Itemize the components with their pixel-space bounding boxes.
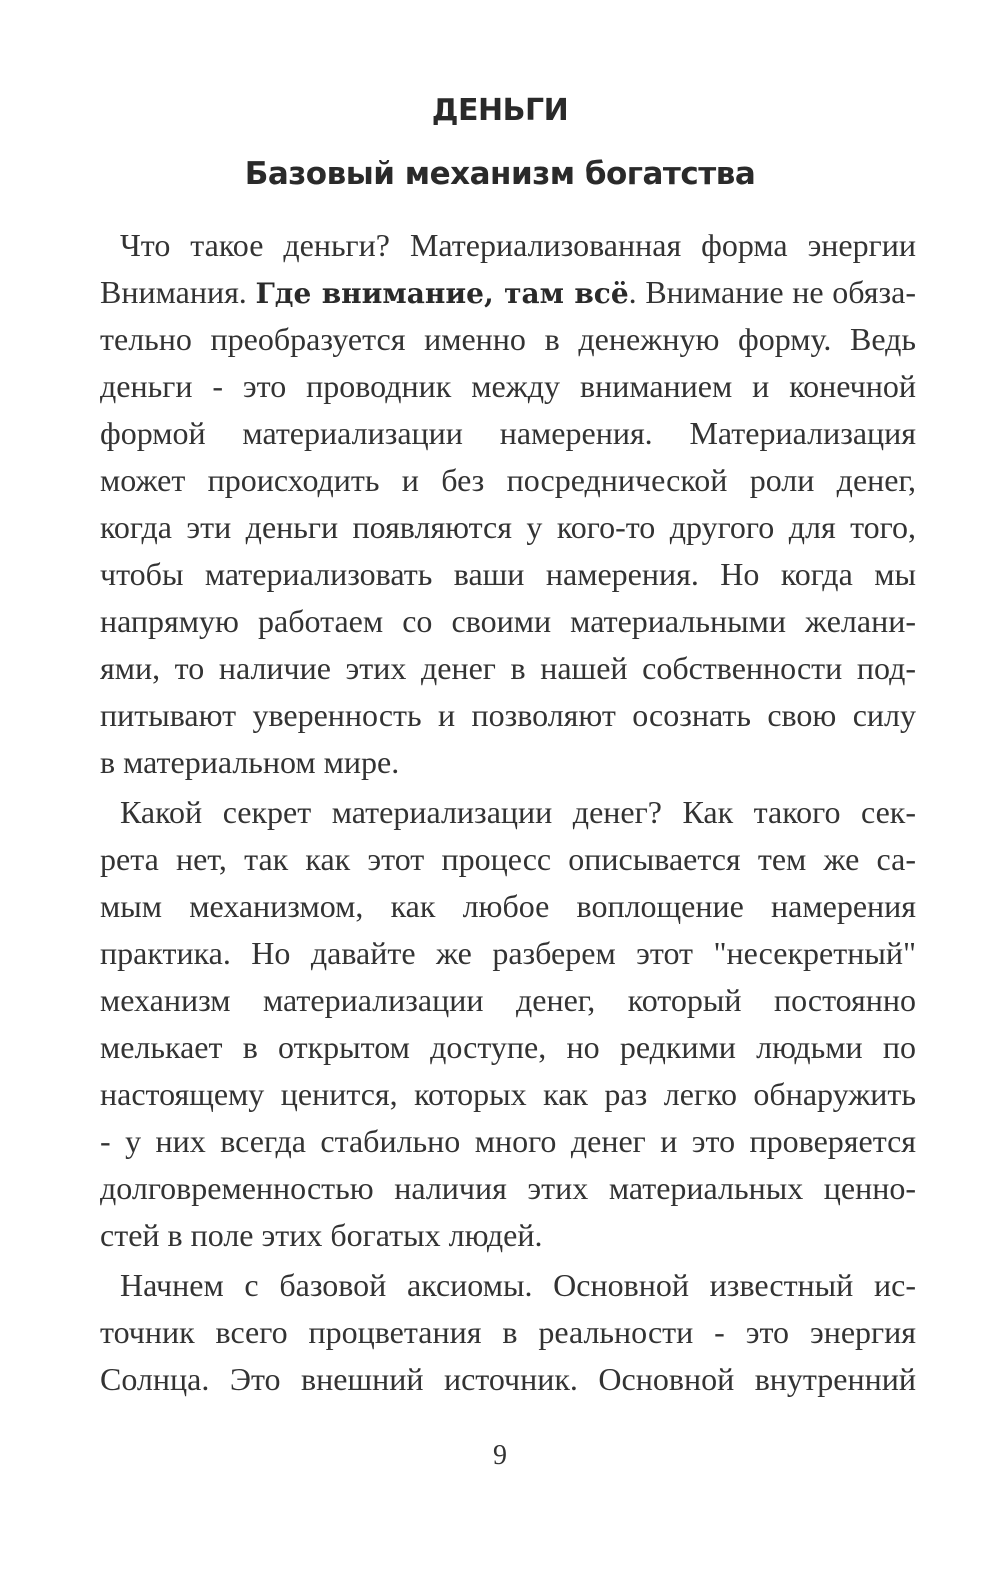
paragraph-3	[80, 1262, 916, 1403]
paragraph-2	[80, 789, 916, 1259]
text-line: мым механизмом, как любое воплощение намерения	[100, 888, 916, 924]
text-line: в материальном мире.	[100, 744, 400, 780]
text-line: стей в поле этих богатых людей.	[100, 1217, 543, 1253]
text-line: ями, то наличие этих денег в нашей собственности под-	[100, 650, 916, 686]
text-line: формой материализации намерения. Материализация	[100, 415, 916, 451]
text-line: Начнем с базовой аксиомы. Основной известный ис-	[120, 1267, 916, 1303]
text-line: долговременностью наличия этих материальных ценно-	[100, 1170, 916, 1206]
text-line: Что такое деньги? Материализованная форма энергии	[120, 227, 916, 263]
text-line: мелькает в открытом доступе, но редкими людьми по	[100, 1029, 916, 1065]
text-line: Солнца. Это внешний источник. Основной внутренний	[100, 1361, 916, 1397]
text-line: тельно преобразуется именно в денежную форму. Ведь	[100, 321, 916, 357]
text-line: деньги - это проводник между вниманием и конечной	[100, 368, 916, 404]
chapter-title: ДЕНЬГИ	[431, 93, 569, 128]
page-number: 9	[493, 1440, 507, 1471]
body-text	[80, 222, 916, 1406]
text-line: Какой секрет материализации денег? Как такого сек-	[120, 794, 916, 830]
text-line: когда эти деньги появляются у кого-то другого для того,	[100, 509, 916, 545]
text-line: чтобы материализовать ваши намерения. Но когда мы	[100, 556, 916, 592]
text-line: практика. Но давайте же разберем этот "несекретный"	[100, 935, 916, 971]
text-line: настоящему ценится, которых как раз легко обнаружить	[100, 1076, 916, 1112]
text-line: рета нет, так как этот процесс описывается тем же са-	[100, 841, 916, 877]
paragraph-1	[80, 222, 916, 786]
text-line: точник всего процветания в реальности - это энергия	[100, 1314, 916, 1350]
text-line: может происходить и без посреднической роли денег,	[100, 462, 916, 498]
text-line: напрямую работаем со своими материальными желани-	[100, 603, 916, 639]
text-line: механизм материализации денег, который постоянно	[100, 982, 916, 1018]
bold-emphasis: Где внимание, там всё	[255, 277, 629, 310]
section-title: Базовый механизм богатства	[244, 156, 756, 192]
text-line: питывают уверенность и позволяют осознать свою силу	[100, 697, 916, 733]
text-fragment: . Внимание не обяза-	[628, 274, 916, 310]
text-line	[80, 269, 916, 316]
text-fragment: Внимания.	[100, 274, 247, 310]
text-line: - у них всегда стабильно много денег и это проверяется	[100, 1123, 916, 1159]
